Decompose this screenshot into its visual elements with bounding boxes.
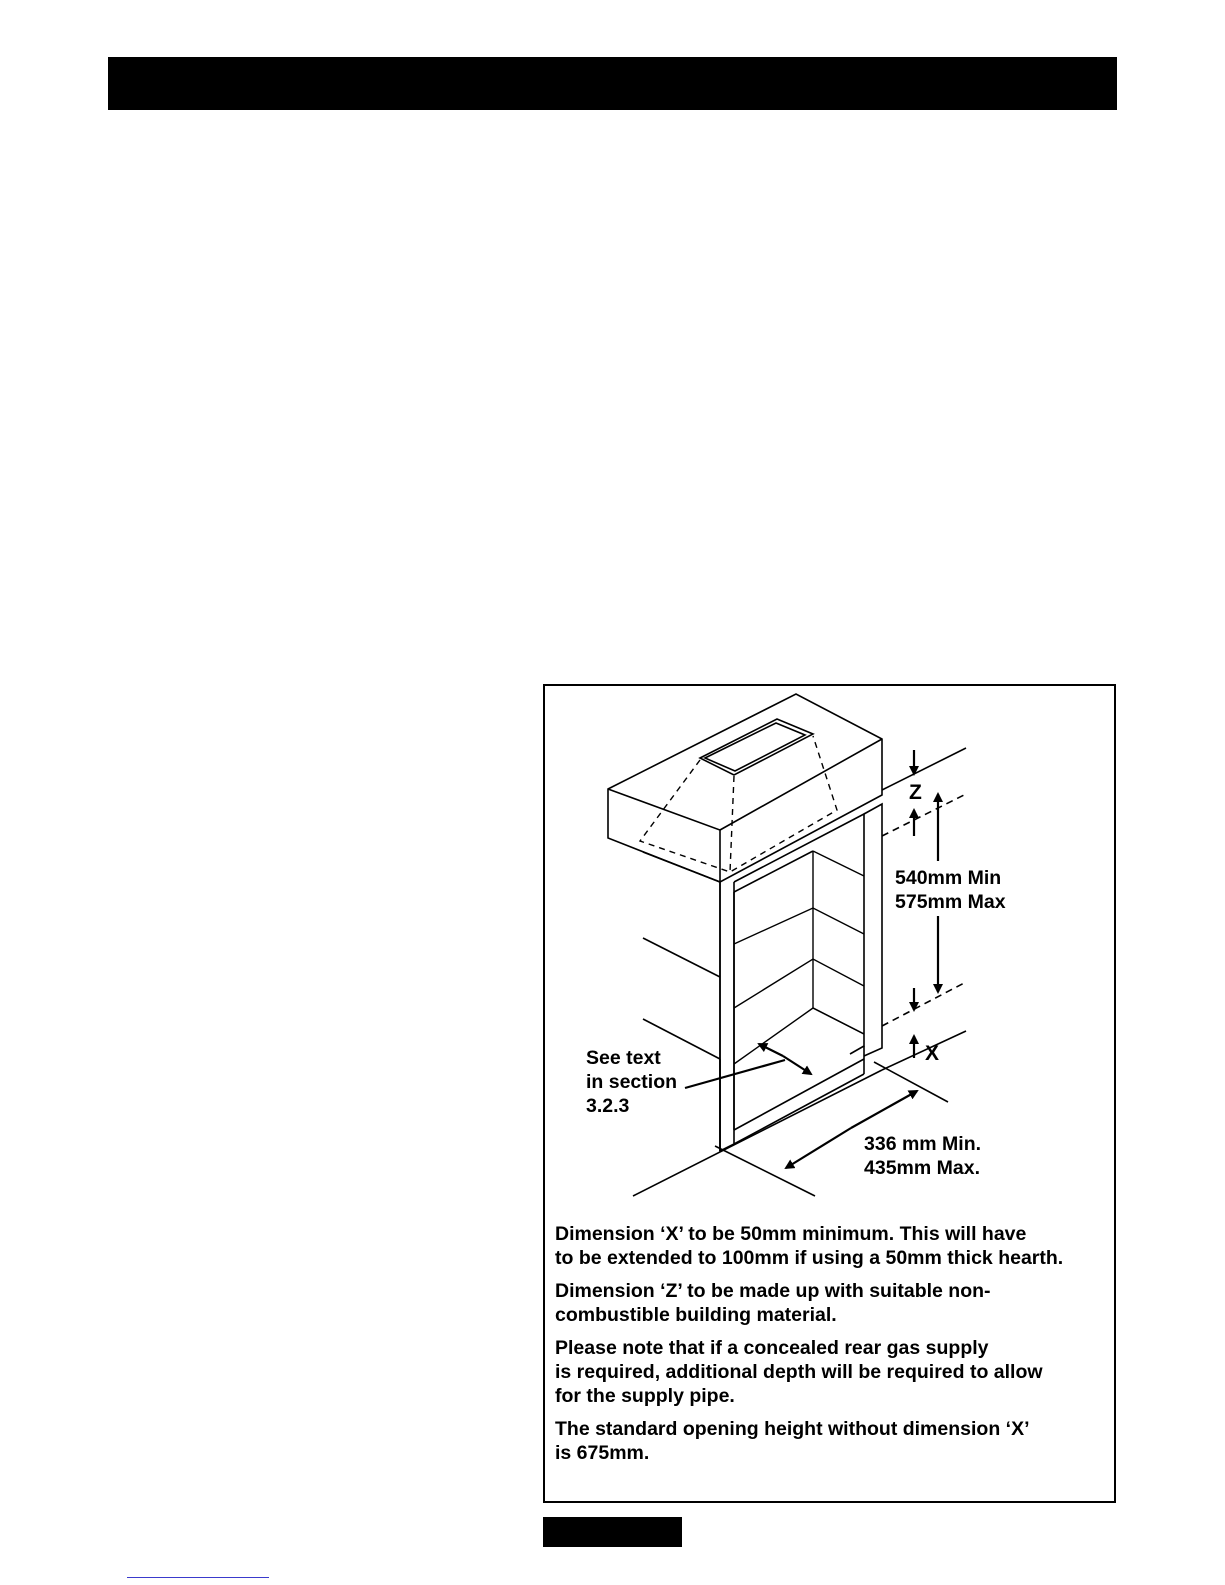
note-z-dimension: Dimension ‘Z’ to be made up with suitable non- combustible building material. <box>555 1280 991 1326</box>
z-label: Z <box>909 781 922 804</box>
opening-frame <box>720 804 882 1151</box>
figure-frame <box>543 684 1116 1503</box>
notes <box>555 1222 1110 1474</box>
width-min-label: 336 mm Min. <box>864 1133 982 1155</box>
flue-opening <box>700 719 813 775</box>
fireplace-opening-diagram <box>545 686 1114 1216</box>
see-text-line1: See text <box>586 1047 661 1069</box>
note-gas-supply: Please note that if a concealed rear gas supply is required, additional depth will be required to allow for the supply pipe. <box>555 1337 1043 1407</box>
footer-link-underline[interactable] <box>127 1577 269 1578</box>
note-x-dimension: Dimension ‘X’ to be 50mm minimum. This will have to be extended to 100mm if using a 50mm thick hearth. <box>555 1223 1064 1269</box>
height-max-label: 575mm Max <box>895 891 1006 913</box>
see-text-line2: in section <box>586 1071 678 1093</box>
height-min-label: 540mm Min <box>895 867 1002 889</box>
header-bar <box>108 57 1117 110</box>
interior-recess <box>734 851 864 1064</box>
note-opening-height: The standard opening height without dimension ‘X’ is 675mm. <box>555 1418 1030 1464</box>
figure-caption-bar <box>543 1517 682 1547</box>
width-max-label: 435mm Max. <box>864 1157 980 1179</box>
see-text-line3: 3.2.3 <box>586 1095 630 1117</box>
side-wall-courses <box>643 852 720 1151</box>
flue-cone-dashed <box>640 736 837 872</box>
x-label: X <box>925 1042 940 1065</box>
floor-lines <box>633 748 966 1196</box>
